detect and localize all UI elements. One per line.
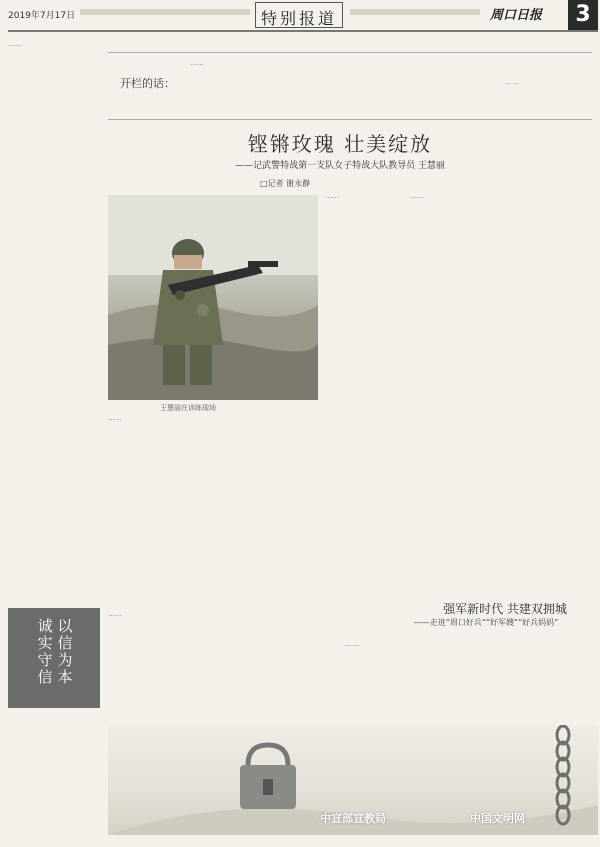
article-subhead: ——记武警特战第一支队女子特战大队教导员 王慧丽	[235, 161, 445, 171]
section-title: 特别报道	[260, 9, 337, 28]
issue-date: 2019年7月17日	[8, 11, 76, 21]
masthead-rule	[8, 30, 598, 32]
feature-subhead: ——走进“周口好兵”“好军嫂”“好兵妈妈”	[413, 618, 559, 627]
article-photo	[108, 195, 318, 400]
article-byline: □记者 谢永静	[260, 179, 311, 188]
article-headline: 铿锵玫瑰 壮美绽放	[247, 132, 433, 156]
page-number: 3	[568, 0, 598, 30]
masthead-contact-strip	[350, 9, 480, 15]
public-service-slogan	[8, 608, 100, 708]
editor-note-label: 开栏的话：	[120, 77, 175, 90]
masthead	[0, 0, 600, 40]
left-article-column: ……	[8, 40, 22, 48]
photo-caption: 王慧丽在训练现场	[160, 404, 216, 412]
article-body-lower: ……	[108, 414, 122, 422]
feature-headline: 强军新时代 共建双拥城	[443, 602, 567, 616]
article-body-column: ……	[325, 192, 339, 200]
editor-note-body: ……	[190, 59, 204, 67]
soldier-photo-illustration	[108, 195, 318, 400]
article-body-column: ……	[410, 192, 424, 200]
feature-left-body: ……	[108, 610, 122, 618]
footer-credit-right: 中国文明网	[470, 812, 525, 825]
slogan-line-b: 诚实守信	[37, 617, 53, 686]
paper-name: 周口日报	[490, 8, 543, 23]
feature-body: ……	[345, 640, 359, 648]
section-box	[255, 2, 343, 28]
masthead-meta-strip	[80, 9, 250, 15]
right-article-column: ……	[505, 78, 519, 86]
footer-credit-left: 中宣部宣教局	[320, 812, 386, 825]
slogan-line-a: 以信为本	[57, 617, 73, 686]
